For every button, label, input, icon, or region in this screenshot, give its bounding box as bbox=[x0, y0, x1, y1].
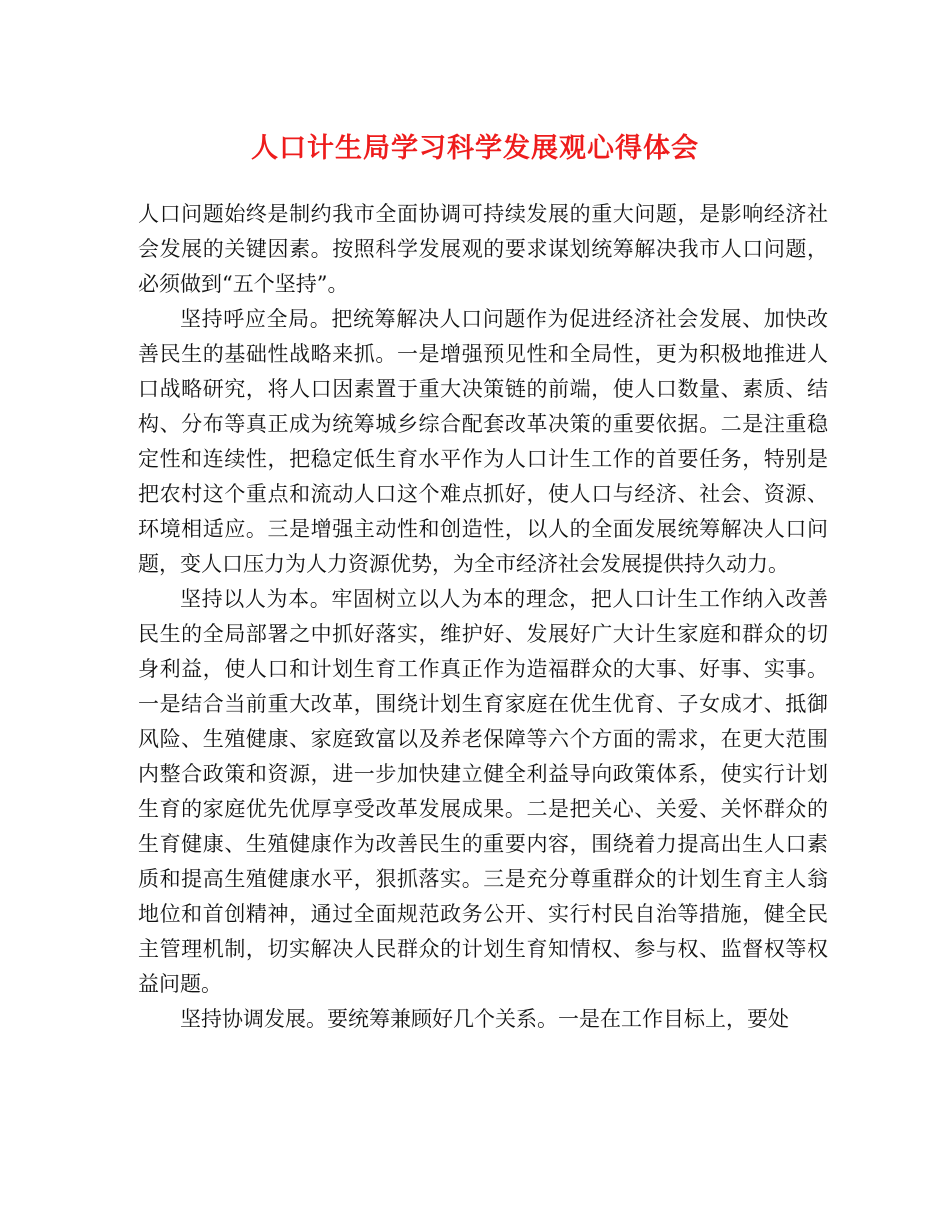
document-title: 人口计生局学习科学发展观心得体会 bbox=[251, 133, 699, 164]
paragraph-people-oriented: 坚持以人为本。牢固树立以人为本的理念，把人口计生工作纳入改善民生的全局部署之中抓好落实，维护好、发展好广大计生家庭和群众的切身利益，使人口和计划生育工作真正作为造福群众的大事、好事、实事。一是结合当前重大改革，围绕计划生育家庭在优生优育、子女成才、抵御风险、生殖健康、家庭致富以及养老保障等六个方面的需求，在更大范围内整合政策和资源，进一步加快建立健全利益导向政策体系，使实行计划生育的家庭优先优厚享受改革发展成果。二是把关心、关爱、关怀群众的生育健康、生殖健康作为改善民生的重要内容，围绕着力提高出生人口素质和提高生殖健康水平，狠抓落实。三是充分尊重群众的计划生育主人翁地位和首创精神，通过全面规范政务公开、实行村民自治等措施，健全民主管理机制，切实解决人民群众的计划生育知情权、参与权、监督权等权益问题。 bbox=[138, 587, 828, 996]
paragraph-global-view: 坚持呼应全局。把统筹解决人口问题作为促进经济社会发展、加快改善民生的基础性战略来抓。一是增强预见性和全局性，更为积极地推进人口战略研究，将人口因素置于重大决策链的前端，使人口数量、素质、结构、分布等真正成为统筹城乡综合配套改革决策的重要依据。二是注重稳定性和连续性，把稳定低生育水平作为人口计生工作的首要任务，特别是把农村这个重点和流动人口这个难点抓好，使人口与经济、社会、资源、环境相适应。三是增强主动性和创造性，以人的全面发展统筹解决人口问题，变人口压力为人力资源优势，为全市经济社会发展提供持久动力。 bbox=[138, 307, 828, 576]
paragraph-coordinated-development: 坚持协调发展。要统筹兼顾好几个关系。一是在工作目标上，要处 bbox=[180, 1007, 789, 1031]
paragraph-intro: 人口问题始终是制约我市全面协调可持续发展的重大问题，是影响经济社会发展的关键因素。按照科学发展观的要求谋划统筹解决我市人口问题，必须做到“五个坚持”。 bbox=[138, 202, 828, 296]
document-body bbox=[138, 197, 828, 1037]
